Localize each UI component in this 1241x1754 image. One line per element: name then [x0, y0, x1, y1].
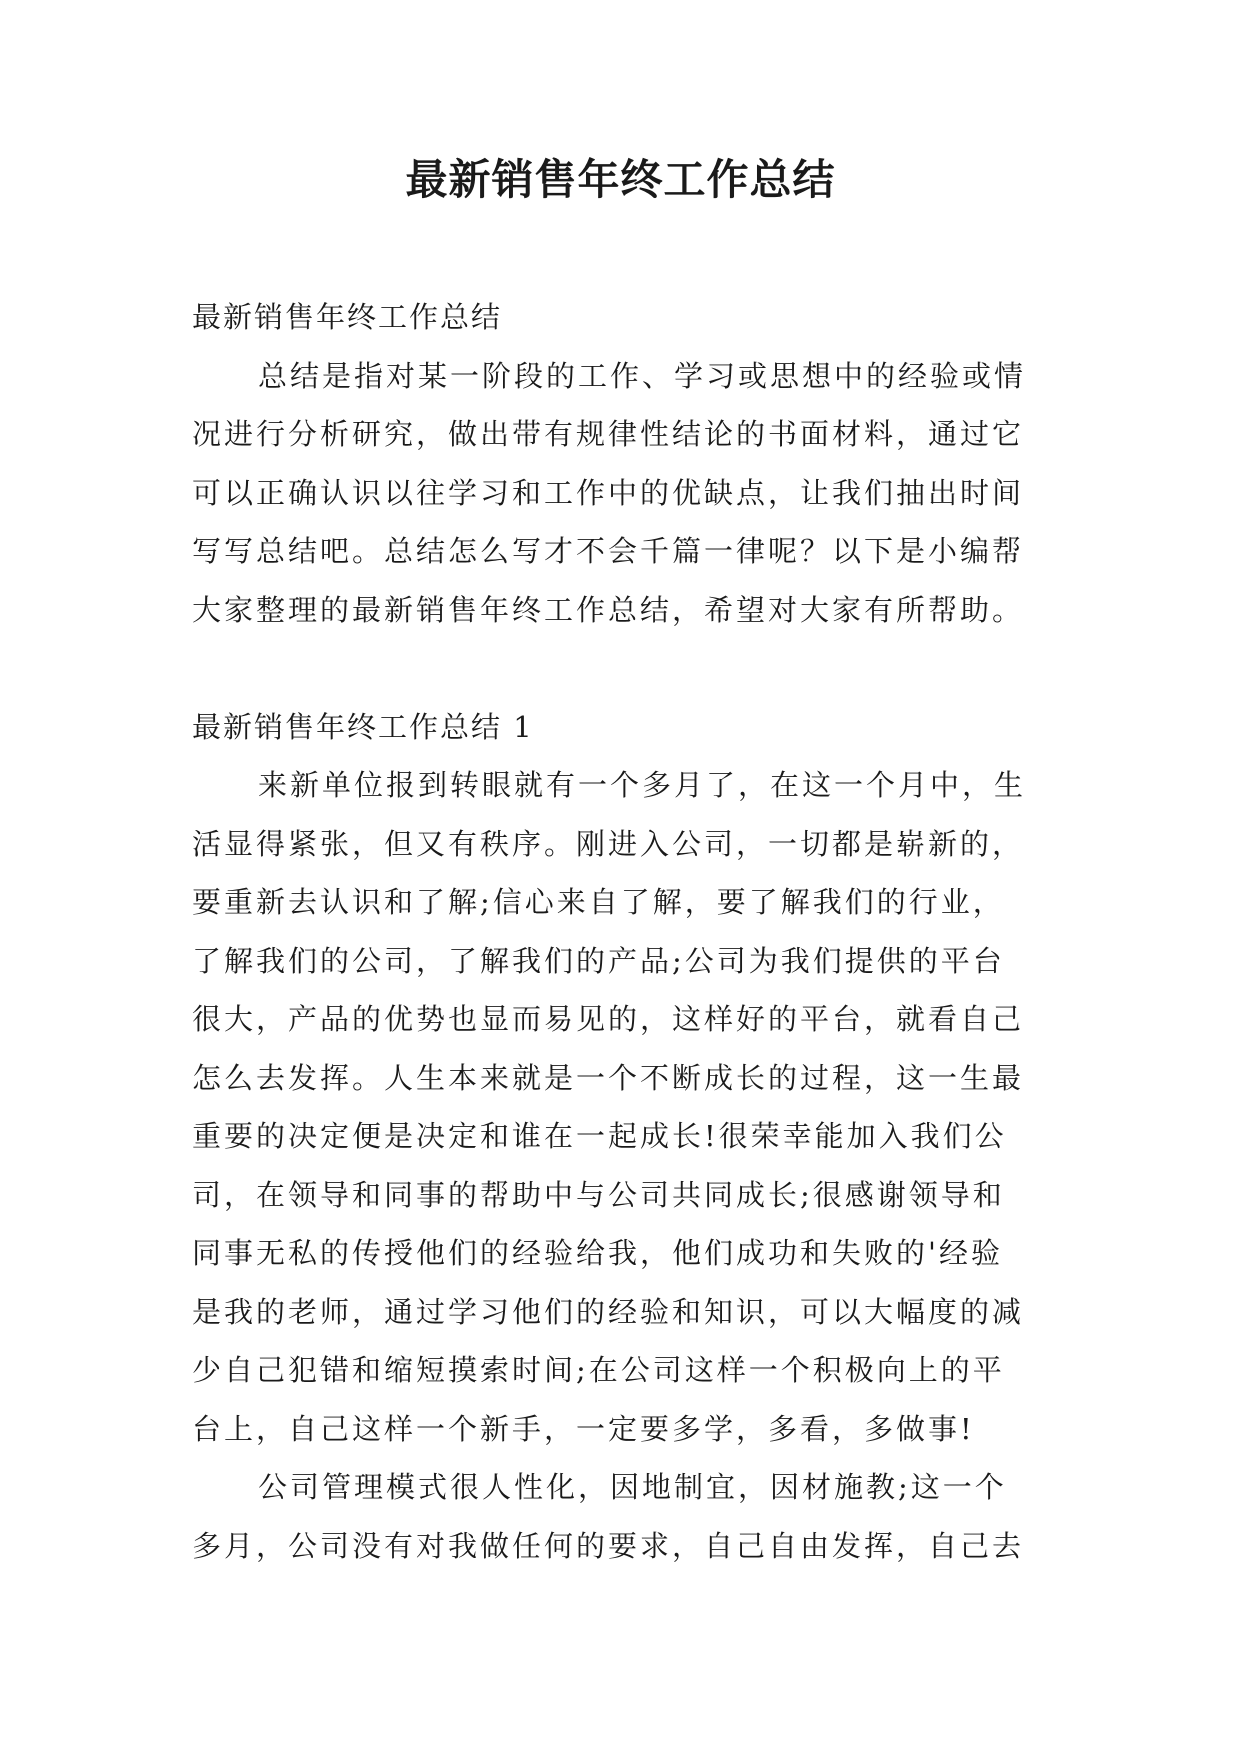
paragraph-spacer — [192, 639, 1064, 698]
paragraph-line: 公司管理模式很人性化，因地制宜，因材施教;这一个 — [258, 1470, 1007, 1504]
paragraph-line: 写写总结吧。总结怎么写才不会千篇一律呢？以下是小编帮 — [192, 534, 1025, 568]
document-title: 最新销售年终工作总结 — [405, 155, 836, 204]
paragraph-line: 大家整理的最新销售年终工作总结，希望对大家有所帮助。 — [192, 592, 1025, 627]
paragraph-line: 要重新去认识和了解;信心来自了解，要了解我们的行业， — [192, 885, 1005, 919]
section1-paragraph-2 — [192, 1458, 1064, 1575]
paragraph-line: 多月，公司没有对我做任何的要求，自己自由发挥，自己去 — [192, 1528, 1025, 1563]
intro-paragraph — [192, 347, 1064, 640]
paragraph-line: 了解我们的公司，了解我们的产品;公司为我们提供的平台 — [192, 943, 1005, 978]
paragraph-line: 活显得紧张，但又有秩序。刚进入公司，一切都是崭新的， — [192, 826, 1025, 861]
paragraph-line: 台上，自己这样一个新手，一定要多学，多看，多做事! — [192, 1411, 975, 1446]
paragraph-line: 总结是指对某一阶段的工作、学习或思想中的经验或情 — [258, 358, 1027, 393]
paragraph-line: 况进行分析研究，做出带有规律性结论的书面材料，通过它 — [192, 417, 1025, 451]
document-subtitle: 最新销售年终工作总结 — [192, 300, 503, 334]
paragraph-line: 司，在领导和同事的帮助中与公司共同成长;很感谢领导和 — [192, 1177, 1005, 1212]
section-heading: 最新销售年终工作总结 1 — [192, 709, 534, 744]
paragraph-line: 重要的决定便是决定和谁在一起成长!很荣幸能加入我们公 — [192, 1119, 1007, 1153]
document-body — [192, 288, 1064, 1575]
section1-paragraph-1 — [192, 756, 1064, 1458]
paragraph-line: 怎么去发挥。人生本来就是一个不断成长的过程，这一生最 — [192, 1060, 1025, 1095]
paragraph-line: 来新单位报到转眼就有一个多月了，在这一个月中，生 — [258, 768, 1027, 802]
paragraph-line: 很大，产品的优势也显而易见的，这样好的平台，就看自己 — [192, 1002, 1025, 1036]
paragraph-line: 是我的老师，通过学习他们的经验和知识，可以大幅度的减 — [192, 1294, 1025, 1329]
paragraph-line: 少自己犯错和缩短摸索时间;在公司这样一个积极向上的平 — [192, 1353, 1005, 1387]
paragraph-line: 同事无私的传授他们的经验给我，他们成功和失败的'经验 — [192, 1236, 1003, 1270]
paragraph-line: 可以正确认识以往学习和工作中的优缺点，让我们抽出时间 — [192, 475, 1025, 510]
